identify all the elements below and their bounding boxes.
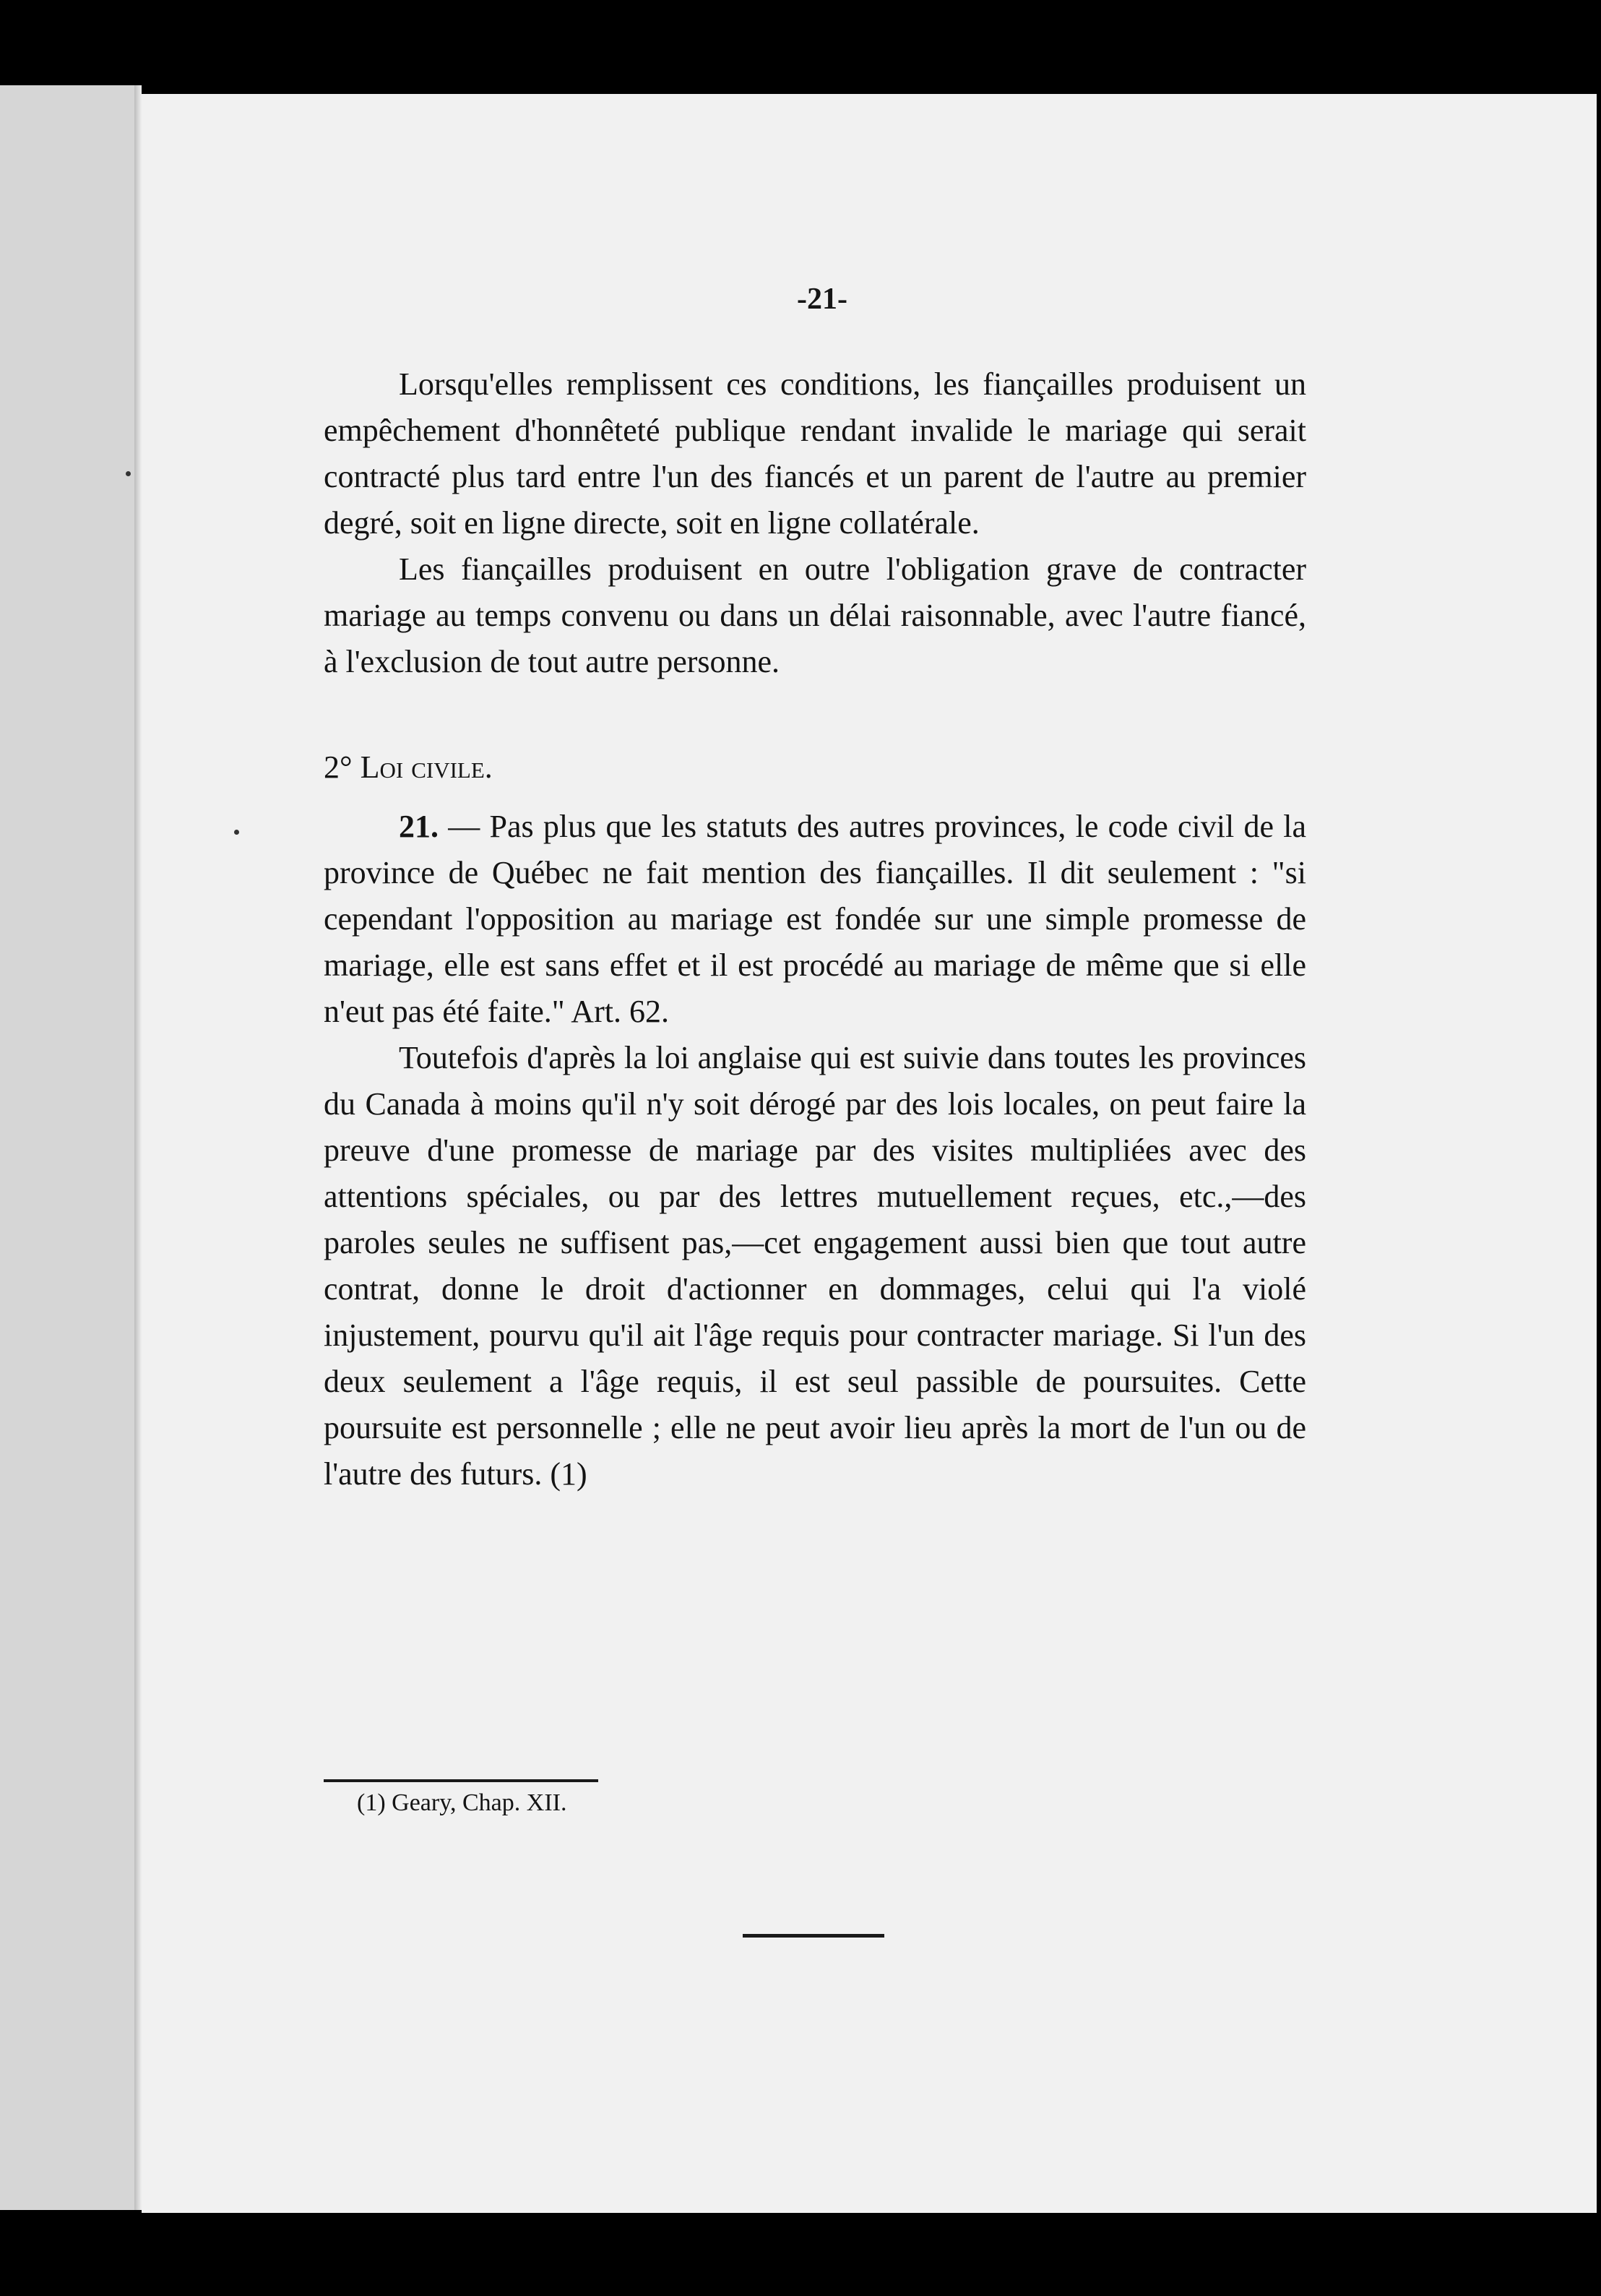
paragraph-conditions: Lorsqu'elles remplissent ces conditions, les fiançailles produisent un empêchement d'honnêteté publique rendant invalide le mariage qui serait contracté plus tard entre l'un des fiancés et un parent de l'autre au premier degré, soit en ligne directe, soit en ligne collatérale. bbox=[324, 366, 1306, 541]
section-title: Loi civile. bbox=[360, 749, 493, 785]
left-page bbox=[0, 85, 142, 2210]
book-gutter bbox=[134, 85, 142, 2210]
article-paragraph bbox=[324, 804, 1306, 1035]
paragraph-english-law: Toutefois d'après la loi anglaise qui est suivie dans toutes les provinces du Canada à moins qu'il n'y soit dérogé par des lois locales, on peut faire la preuve d'une promesse de mariage par des visites multipliées avec des attentions spéciales, ou par des lettres mutuellement reçues, etc.,—des paroles seules ne suffisent pas,—cet engagement aussi bien que tout autre contrat, donne le droit d'actionner en dommages, celui qui l'a violé injustement, pourvu qu'il ait l'âge requis pour contracter mariage. Si l'un des deux seulement a l'âge requis, il est seul passible de poursuites. Cette poursuite est personnelle ; elle ne peut avoir lieu après la mort de l'un ou de l'autre des futurs. (1) bbox=[324, 1040, 1306, 1492]
section-number: 2° bbox=[324, 749, 361, 785]
end-rule bbox=[743, 1934, 884, 1938]
scan-speck bbox=[126, 471, 131, 476]
article-number: 21. bbox=[399, 809, 439, 844]
footnote-rule bbox=[324, 1779, 598, 1782]
body-text bbox=[324, 361, 1306, 1497]
paragraph-obligation: Les fiançailles produisent en outre l'obligation grave de contracter mariage au temps convenu ou dans un délai raisonnable, avec l'autre fiancé, à l'exclusion de tout autre personne. bbox=[324, 551, 1306, 679]
page-number: -21- bbox=[797, 283, 847, 316]
scan-speck bbox=[234, 830, 239, 835]
section-heading bbox=[324, 744, 1306, 791]
article-text: — Pas plus que les statuts des autres provinces, le code civil de la province de Québec ne fait mention des fiançailles. Il dit seulement : "si cependant l'opposition au mariage est fondée sur une simple promesse de mariage, elle est sans effet et il est procédé au mariage de même que si elle n'eut pas été faite." Art. 62. bbox=[324, 809, 1306, 1029]
footnote: (1) Geary, Chap. XII. bbox=[357, 1789, 567, 1816]
